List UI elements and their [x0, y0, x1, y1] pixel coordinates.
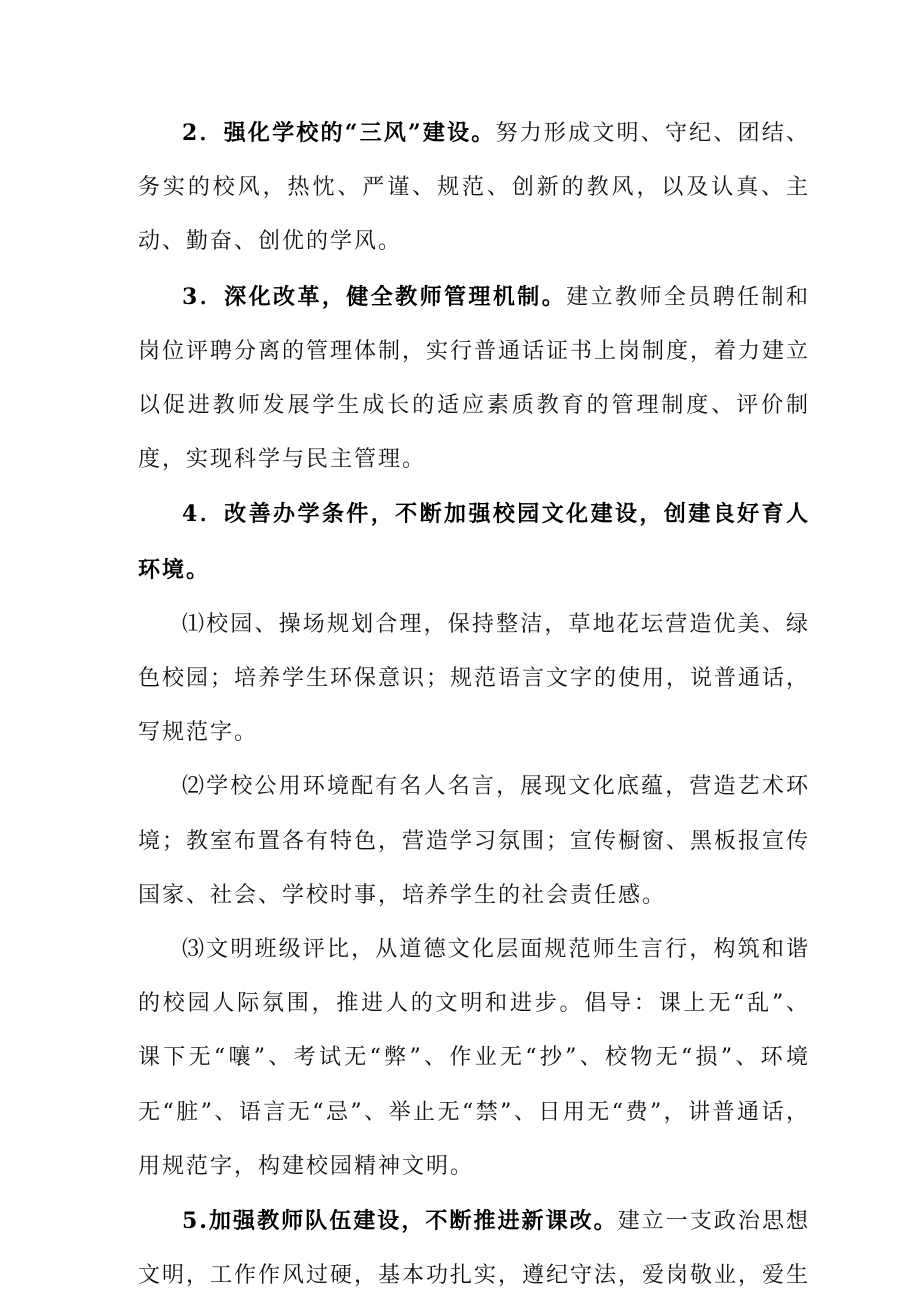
- sub-item-2: [138, 760, 810, 923]
- sub-item-text-2: ⑵学校公用环境配有名人名言，展现文化底蕴，营造艺术环境；教室布置各有特色，营造学习氛围；宣传橱窗、黑板报宣传国家、社会、学校时事，培养学生的社会责任感。: [138, 774, 811, 908]
- paragraph-item-2: [138, 106, 810, 270]
- paragraph-item-5: [138, 1194, 810, 1303]
- paragraph-text-3: 建立教师全员聘任制和岗位评聘分离的管理体制，实行普通话证书上岗制度，着力建立以促进教师发展学生成长的适应素质教育的管理制度、评价制度，实现科学与民主管理。: [138, 284, 811, 473]
- document-body: [138, 106, 810, 1303]
- sub-item-text-1: ⑴校园、操场规划合理，保持整洁，草地花坛营造优美、绿色校园；培养学生环保意识；规范语言文字的使用，说普通话，写规范字。: [138, 611, 811, 746]
- sub-item-3: [138, 923, 810, 1194]
- sub-item-text-3: ⑶文明班级评比，从道德文化层面规范师生言行，构筑和谐的校园人际氛围，推进人的文明和进步。倡导：课上无“乱”、课下无“嚷”、考试无“弊”、作业无“抄”、校物无“损”、环境无“脏”、语言无“忌”、举止无“禁”、日用无“费”，讲普通话，用规范字，构建校园精神文明。: [138, 937, 810, 1179]
- paragraph-item-3: [138, 270, 810, 488]
- paragraph-text-2: 努力形成文明、守纪、团结、务实的校风，热忱、严谨、规范、创新的教风，以及认真、主动、勤奋、创优的学风。: [138, 121, 810, 255]
- paragraph-heading-3: 3．深化改革，健全教师管理机制。: [182, 283, 567, 310]
- paragraph-heading-2: 2．强化学校的“三风”建设。: [182, 120, 496, 146]
- sub-item-1: [138, 598, 810, 761]
- paragraph-item-4: [138, 487, 810, 597]
- paragraph-text-5: 建立一支政治思想文明，工作作风过硬，基本功扎实，遵纪守法，爱岗敬业，爱生: [138, 1209, 811, 1289]
- paragraph-heading-5: 5.加强教师队伍建设，不断推进新课改。: [182, 1208, 618, 1235]
- paragraph-heading-4: 4．改善办学条件，不断加强校园文化建设，创建良好育人环境。: [138, 501, 810, 583]
